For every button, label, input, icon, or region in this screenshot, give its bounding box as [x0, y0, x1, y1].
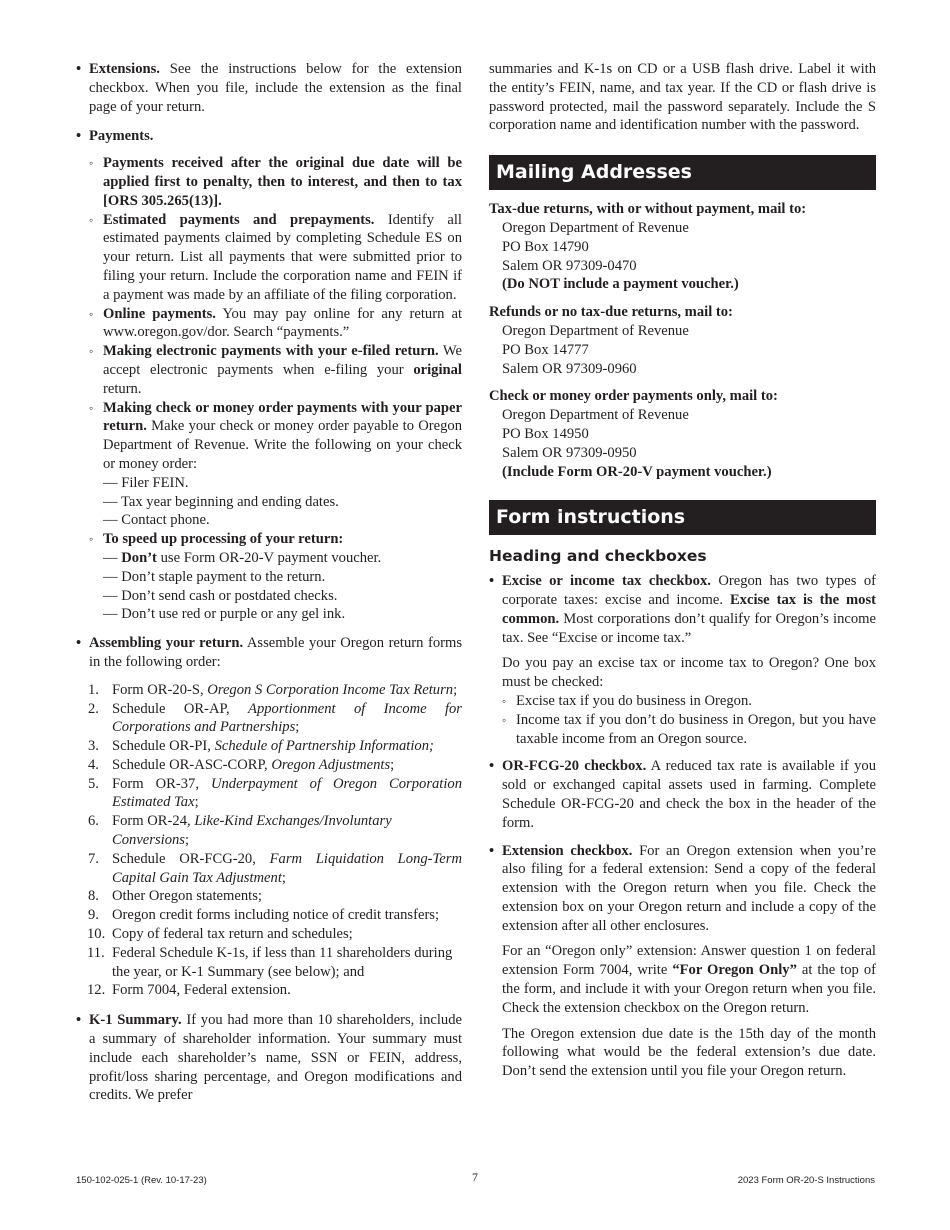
- speed-dash-3: — Don’t send cash or postdated checks.: [103, 587, 338, 604]
- list-item: 9. Oregon credit forms including notice of credit transfers;: [88, 907, 440, 924]
- payments-electronic: ◦ Making electronic payments with your e-filed return. We accept electronic payments when e-filing your original return.: [76, 342, 462, 398]
- income-option: ◦ Income tax if you don’t do business in Oregon, but you have taxable income from an Oregon source.: [489, 711, 876, 749]
- list-item: 5. Form OR-37, Underpayment of Oregon Corporation Estimated Tax;: [88, 775, 462, 811]
- list-item: 12. Form 7004, Federal extension.: [87, 982, 291, 999]
- heading-checkboxes-subheading: Heading and checkboxes: [489, 547, 707, 566]
- oregon-only-extension-paragraph: For an “Oregon only” extension: Answer question 1 on federal extension Form 7004, write “For Oregon Only” at the top of the form, and include it with your Oregon return when you file. Check the extension checkbox on the Oregon return.: [502, 943, 876, 1016]
- list-item: 11. Federal Schedule K-1s, if less than 11 shareholders during the year, or K-1 Summary (see below); and: [87, 944, 453, 980]
- list-item: 10. Copy of federal tax return and schedules;: [87, 926, 353, 943]
- list-item: 8. Other Oregon statements;: [88, 888, 262, 905]
- payments-label: Payments.: [89, 128, 154, 145]
- or-fcg-20-checkbox-item: • OR-FCG-20 checkbox. A reduced tax rate is available if you sold or exchanged capital assets used in farming. Complete Schedule OR-FCG-20 and check the box in the header of the form.: [489, 757, 876, 832]
- excise-question: Do you pay an excise tax or income tax to Oregon? One box must be checked:: [502, 655, 876, 691]
- list-item: 7. Schedule OR-FCG-20, Farm Liquidation Long-Term Capital Gain Tax Adjustment;: [88, 850, 462, 886]
- k1-summary-item: [76, 1011, 462, 1105]
- payments-check: ◦ Making check or money order payments with your paper return. Make your check or money order payable to Oregon Department of Revenue. Write the following on your check or money order:: [76, 399, 462, 474]
- assembling-label: Assembling your return.: [89, 635, 244, 652]
- list-item: 6. Form OR-24, Like-Kind Exchanges/Involuntary Conversions;: [88, 813, 392, 849]
- form-number-footer: 150-102-025-1 (Rev. 10-17-23): [76, 1175, 207, 1186]
- speed-dash-1: — Don’t use Form OR-20-V payment voucher.: [103, 549, 382, 566]
- excise-option: ◦ Excise tax if you do business in Oregon.: [489, 692, 876, 711]
- payments-estimated: ◦ Estimated payments and prepayments. Identify all estimated payments claimed by completing Schedule ES on your return. List all payments that were submitted prior to filing your return. Include the corporation name and FEIN if a payment was made by an affiliate of the filing corporation.: [76, 211, 462, 305]
- payments-online: ◦ Online payments. You may pay online for any return at www.oregon.gov/dor. Search “payments.”: [76, 305, 462, 343]
- payments-after-due: ◦ Payments received after the original due date will be applied first to penalty, then to interest, and then to tax [ORS 305.265(13)].: [76, 154, 462, 210]
- check-payments-address: Check or money order payments only, mail to: Oregon Department of Revenue PO Box 14950 Salem OR 97309-0950 (Include Form OR-20-V payment voucher.): [489, 388, 778, 480]
- assembling-text: Assemble your Oregon return forms in the following order:: [89, 635, 463, 670]
- extensions-item: [76, 60, 462, 116]
- speed-dash-2: — Don’t staple payment to the return.: [103, 568, 326, 585]
- list-item: 2. Schedule OR-AP, Apportionment of Income for Corporations and Partnerships;: [88, 700, 462, 736]
- list-item: 4. Schedule OR-ASC-CORP, Oregon Adjustments;: [88, 756, 395, 773]
- extension-due-date-paragraph: The Oregon extension due date is the 15th day of the month following what would be the federal extension’s due date. Don’t send the extension until you file your Oregon return.: [502, 1025, 876, 1080]
- form-instructions-heading: Form instructions: [489, 500, 876, 535]
- k1-summary-label: K-1 Summary.: [89, 1012, 182, 1029]
- document-title-footer: 2023 Form OR-20-S Instructions: [737, 1175, 875, 1186]
- check-dash-1: — Filer FEIN.: [103, 474, 189, 491]
- extensions-label: Extensions.: [89, 61, 160, 77]
- extensions-text: See the instructions below for the extension checkbox. When you file, include the extension as the final page of your return.: [89, 61, 462, 115]
- payments-speed: ◦ To speed up processing of your return:: [76, 530, 462, 549]
- list-item: 3. Schedule OR-PI, Schedule of Partnership Information;: [88, 738, 434, 755]
- excise-income-checkbox-item: • Excise or income tax checkbox. Oregon has two types of corporate taxes: excise and income. Excise tax is the most common. Most corporations don’t qualify for Oregon’s income tax. See “Excise or income tax.” Do you pay an excise tax or income tax to Oregon? One box must be checked: ◦ Excise tax if you do business in Oregon. ◦ Income tax if you don’t do business in Oregon, but you have taxable income from an Oregon source.: [489, 572, 876, 748]
- mailing-addresses-heading: Mailing Addresses: [489, 155, 876, 190]
- tax-due-address: Tax-due returns, with or without payment, mail to: Oregon Department of Revenue PO Box 14790 Salem OR 97309-0470 (Do NOT include a payment voucher.): [489, 201, 807, 293]
- right-column: [489, 60, 876, 1092]
- page-number: 7: [472, 1170, 478, 1184]
- refunds-address: Refunds or no tax-due returns, mail to: Oregon Department of Revenue PO Box 14777 Salem OR 97309-0960: [489, 304, 733, 377]
- list-item: 1. Form OR-20-S, Oregon S Corporation Income Tax Return;: [88, 681, 458, 698]
- k1-summary-continued: summaries and K-1s on CD or a USB flash drive. Label it with the entity’s FEIN, name, and tax year. If the CD or flash drive is password protected, mail the password separately. Include the S corporation name and identification number with the password.: [489, 61, 876, 134]
- speed-dash-4: — Don’t use red or purple or any gel ink.: [103, 606, 346, 623]
- check-dash-3: — Contact phone.: [103, 512, 210, 529]
- payments-item: [76, 127, 462, 146]
- extension-checkbox-item: • Extension checkbox. For an Oregon extension when you’re also filing for a federal extension: Send a copy of the federal extension with the Oregon return when you file. Check the extension box on your Oregon return and include a copy of the extension after all other enclosures. For an “Oregon only” extension: Answer question 1 on federal extension Form 7004, write “For Oregon Only” at the top of the form, and include it with your Oregon return when you file. Check the extension checkbox on the Oregon return. The Oregon extension due date is the 15th day of the month following what would be the federal extension’s due date. Don’t send the extension until you file your Oregon return.: [489, 842, 876, 1082]
- assembling-item: [76, 634, 462, 672]
- check-dash-2: — Tax year beginning and ending dates.: [103, 493, 339, 510]
- assembly-order-list: [76, 681, 462, 1001]
- left-column: [76, 60, 462, 1116]
- k1-summary-text: If you had more than 10 shareholders, include a summary of shareholder information. Your summary must include each shareholder’s name, SSN or FEIN, address, profit/loss sharing percentage, and Oregon modifications and credits. We prefer: [89, 1012, 462, 1104]
